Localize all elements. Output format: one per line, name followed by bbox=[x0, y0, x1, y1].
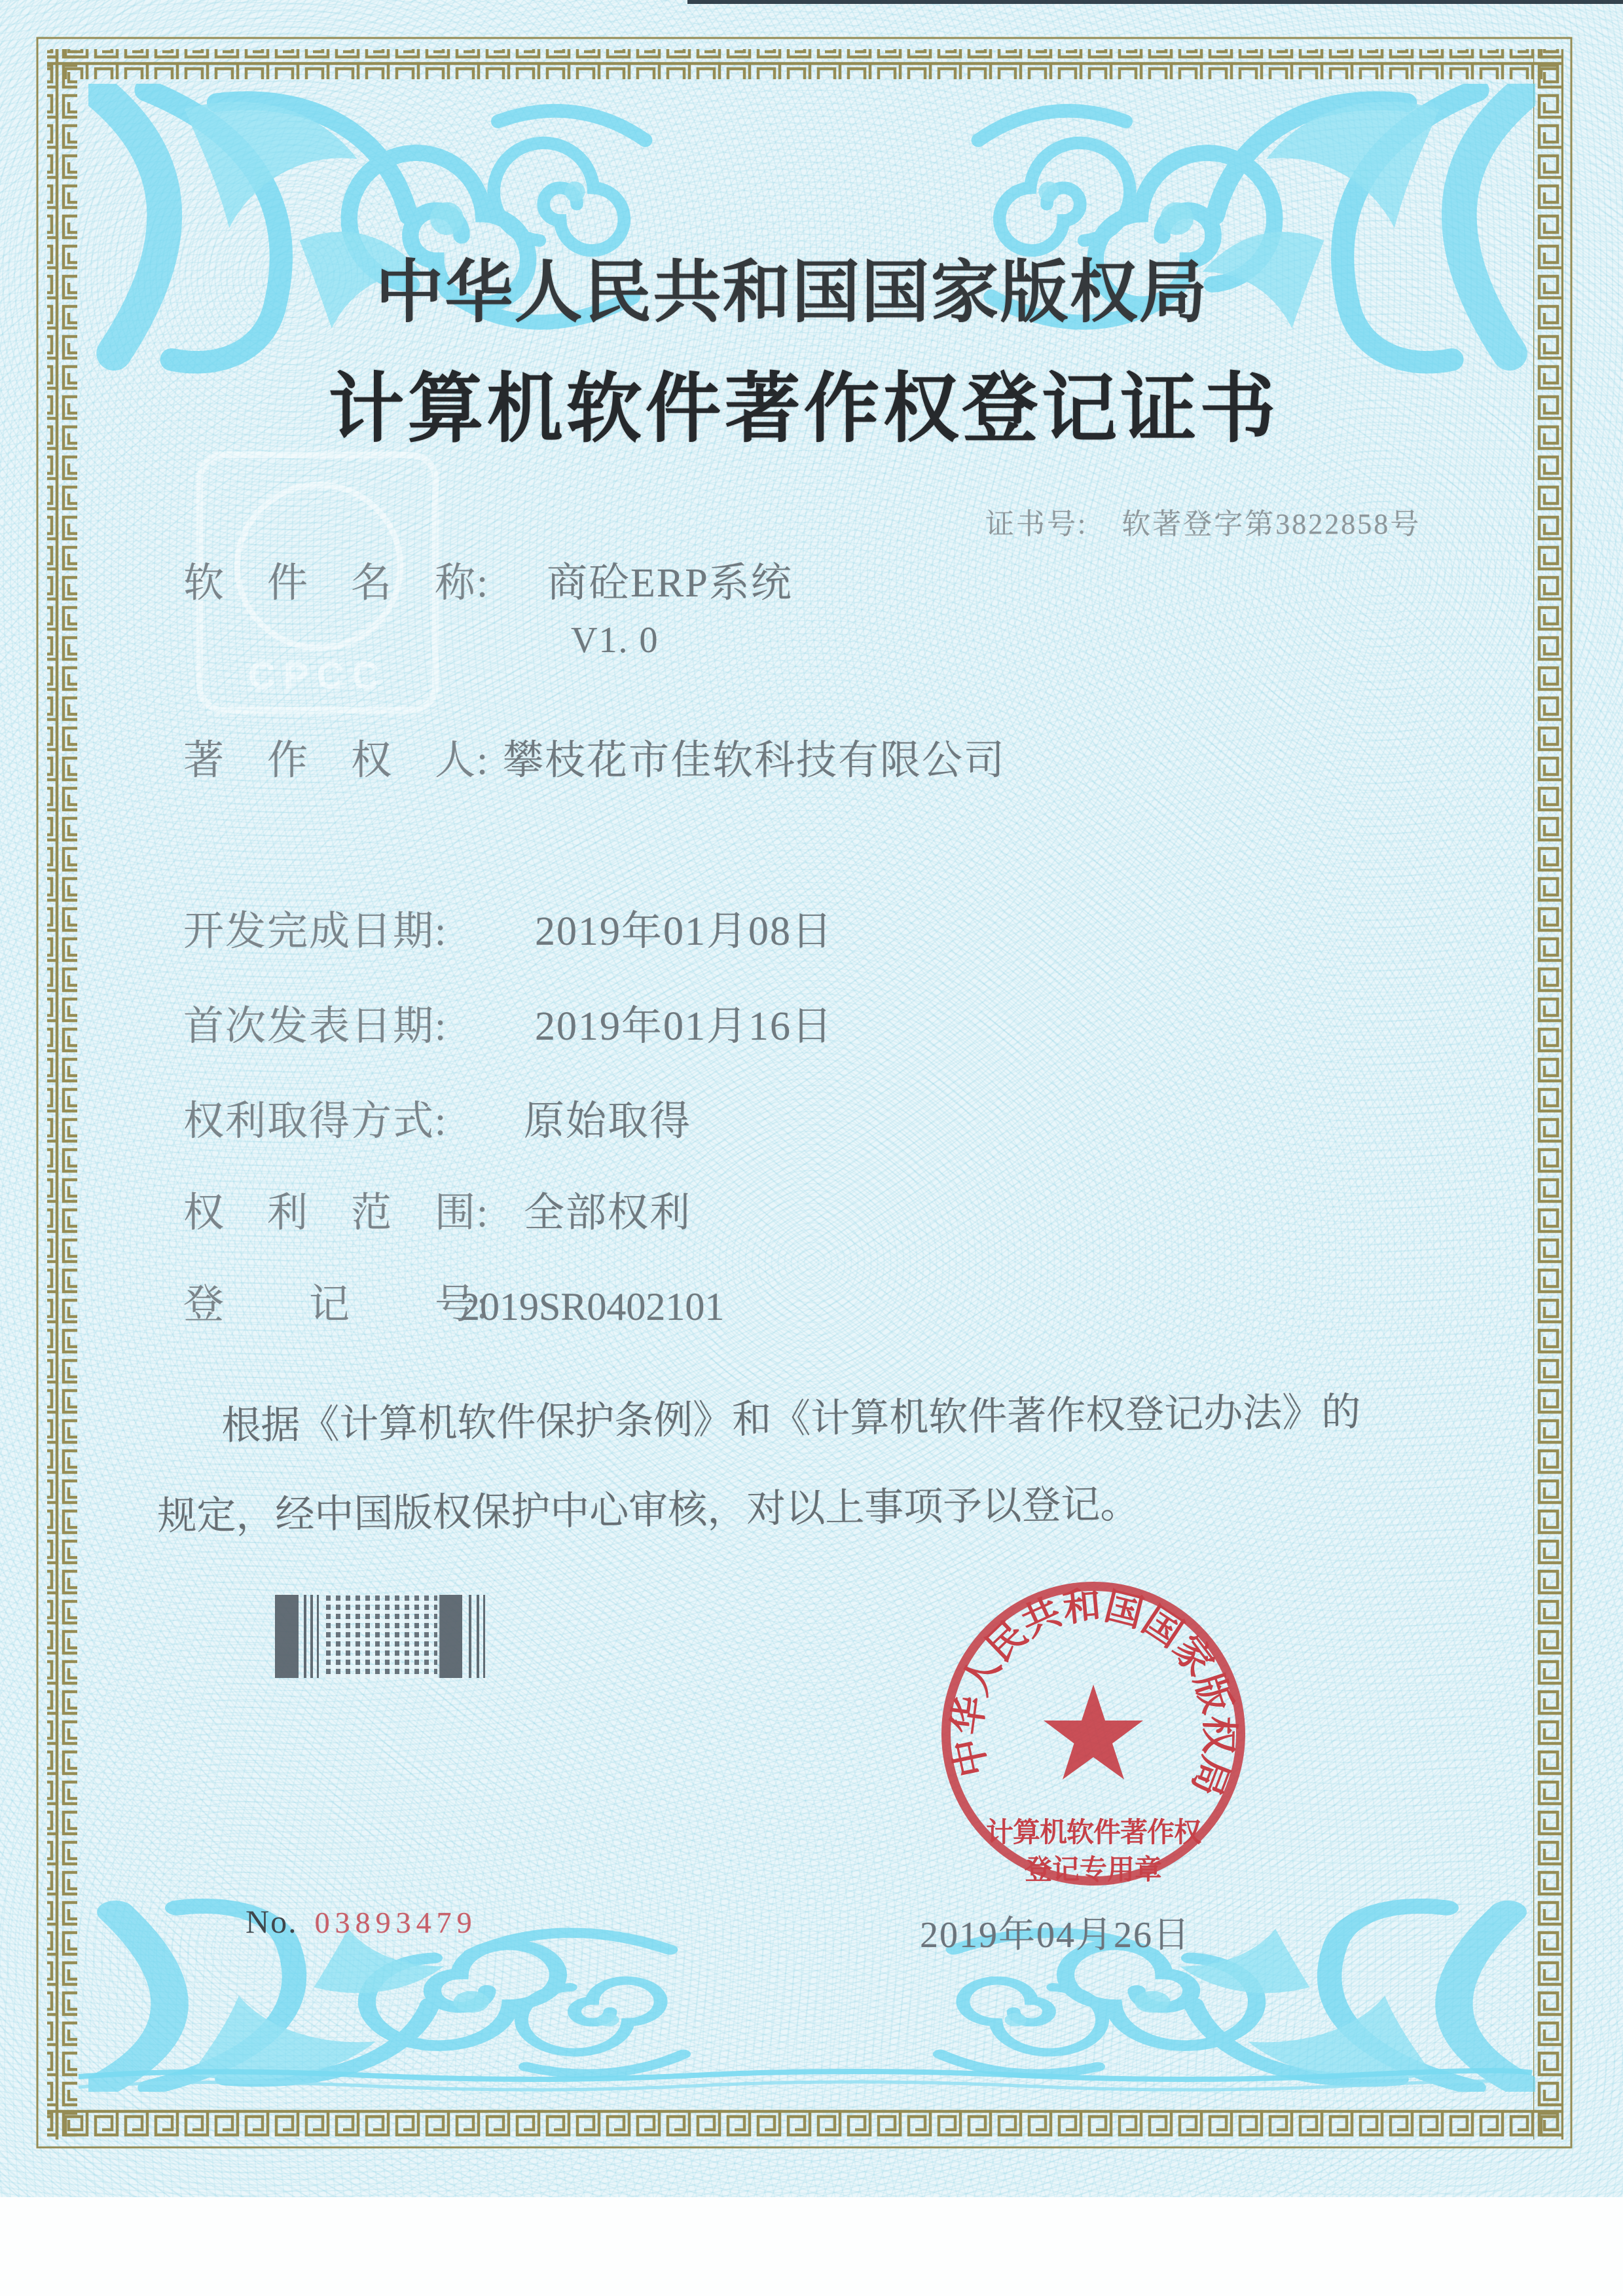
star-icon bbox=[1044, 1685, 1143, 1779]
dev-complete-date-label: 开发完成日期: bbox=[183, 909, 448, 954]
greek-key-border-bottom bbox=[47, 2109, 1563, 2140]
certificate-number-label: 证书号: bbox=[985, 508, 1088, 540]
registration-no-value: 2019SR0402101 bbox=[460, 1285, 725, 1328]
software-name-label: 软 件 名 称: bbox=[183, 561, 490, 606]
certificate-number-value: 软著登字第3822858号 bbox=[1122, 508, 1421, 540]
serial-prefix: No. bbox=[246, 1903, 298, 1940]
software-version-value: V1. 0 bbox=[571, 620, 659, 661]
registration-no-label: 登 记 号: bbox=[183, 1283, 490, 1327]
scan-margin-bottom bbox=[0, 2197, 1623, 2296]
copyright-owner-label: 著 作 权 人: bbox=[183, 738, 490, 783]
copyright-owner-value: 攀枝花市佳软科技有限公司 bbox=[503, 738, 1006, 783]
dev-complete-date-value: 2019年01月08日 bbox=[535, 909, 834, 954]
first-publish-date-value: 2019年01月16日 bbox=[535, 1004, 834, 1049]
rights-acquisition-label: 权利取得方式: bbox=[183, 1099, 448, 1144]
certificate-number-line bbox=[985, 510, 1421, 539]
seal-line-1: 计算机软件著作权 bbox=[985, 1818, 1201, 1848]
software-name-value: 商砼ERP系统 bbox=[547, 561, 793, 606]
page-subtitle: 计算机软件著作权登记证书 bbox=[328, 368, 1279, 452]
rights-scope-value: 全部权利 bbox=[524, 1191, 692, 1235]
statement-line-2: 规定，经中国版权保护中心审核，对以上事项予以登记。 bbox=[156, 1482, 1140, 1538]
rights-acquisition-value: 原始取得 bbox=[524, 1099, 692, 1144]
greek-key-border-top bbox=[47, 49, 1563, 79]
official-seal bbox=[933, 1570, 1254, 1927]
greek-key-border-left bbox=[47, 49, 77, 2140]
page-title: 中华人民共和国国家版权局 bbox=[375, 255, 1209, 331]
watermark-label: CPCC bbox=[247, 655, 388, 697]
scan-edge-artifact bbox=[687, 0, 1623, 4]
serial-number-line bbox=[246, 1905, 477, 1938]
issue-date: 2019年04月26日 bbox=[920, 1915, 1191, 1956]
first-publish-date-label: 首次发表日期: bbox=[183, 1004, 448, 1049]
statement-line-1: 根据《计算机软件保护条例》和《计算机软件著作权登记办法》的 bbox=[221, 1390, 1361, 1448]
rights-scope-label: 权 利 范 围: bbox=[183, 1191, 490, 1235]
seal-ring-text: 中华人民共和国国家版权局 bbox=[945, 1584, 1241, 1802]
serial-number: 03893479 bbox=[314, 1906, 477, 1939]
seal-line-2: 登记专用章 bbox=[1024, 1855, 1163, 1886]
greek-key-border-right bbox=[1533, 49, 1563, 2140]
